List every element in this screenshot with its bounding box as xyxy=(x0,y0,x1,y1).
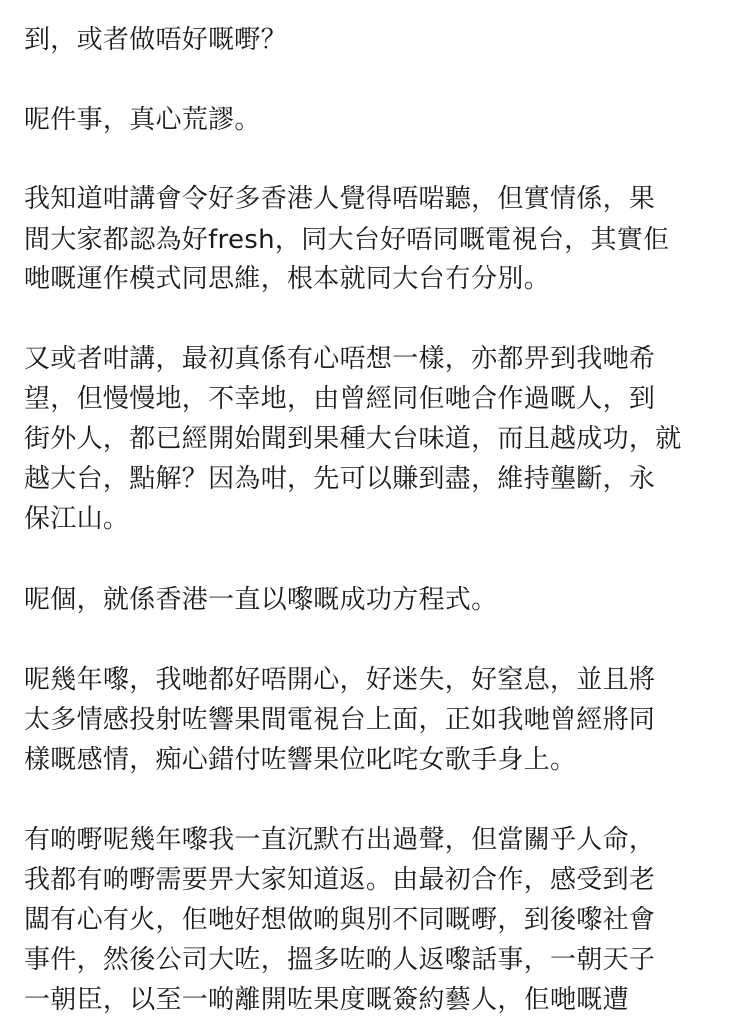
text-line: 又或者咁講，最初真係有心唔想一樣，亦都畀到我哋希 xyxy=(24,344,656,374)
text-line: 樣嘅感情，痴心錯付咗響果位叱咤女歌手身上。 xyxy=(24,745,577,775)
text-line: 事件，然後公司大咗，搵多咗啲人返嚟話事，一朝天子 xyxy=(24,945,656,975)
text-line: 越大台，點解？因為咁，先可以賺到盡，維持壟斷，永 xyxy=(24,464,656,494)
text-line: 呢個，就係香港一直以嚟嘅成功方程式。 xyxy=(24,585,498,615)
text-line: 哋嘅運作模式同思維，根本就同大台冇分別。 xyxy=(24,264,551,294)
text-line: 我都有啲嘢需要畀大家知道返。由最初合作，感受到老 xyxy=(24,865,656,895)
text-line: 有啲嘢呢幾年嚟我一直沉默冇出過聲，但當關乎人命， xyxy=(24,825,656,855)
text-line: 一朝臣，以至一啲離開咗果度嘅簽約藝人，佢哋嘅遭 xyxy=(24,985,629,1015)
text-line: 間大家都認為好fresh，同大台好唔同嘅電視台，其實佢 xyxy=(24,225,670,255)
text-line: 保江山。 xyxy=(24,504,130,534)
text-line: 到，或者做唔好嘅嘢？ xyxy=(24,25,288,55)
text-line: 呢件事，真心荒謬。 xyxy=(24,105,261,135)
text-line: 我知道咁講會令好多香港人覺得唔啱聽，但實情係，果 xyxy=(24,184,656,214)
text-line: 望，但慢慢地，不幸地，由曾經同佢哋合作過嘅人，到 xyxy=(24,384,656,414)
text-line: 呢幾年嚟，我哋都好唔開心，好迷失，好窒息，並且將 xyxy=(24,665,656,695)
text-line: 闆有心有火，佢哋好想做啲與別不同嘅嘢，到後嚟社會 xyxy=(24,905,656,935)
text-line: 街外人，都已經開始聞到果種大台味道，而且越成功，就 xyxy=(24,424,682,454)
text-line: 太多情感投射咗響果間電視台上面，正如我哋曾經將同 xyxy=(24,705,656,735)
